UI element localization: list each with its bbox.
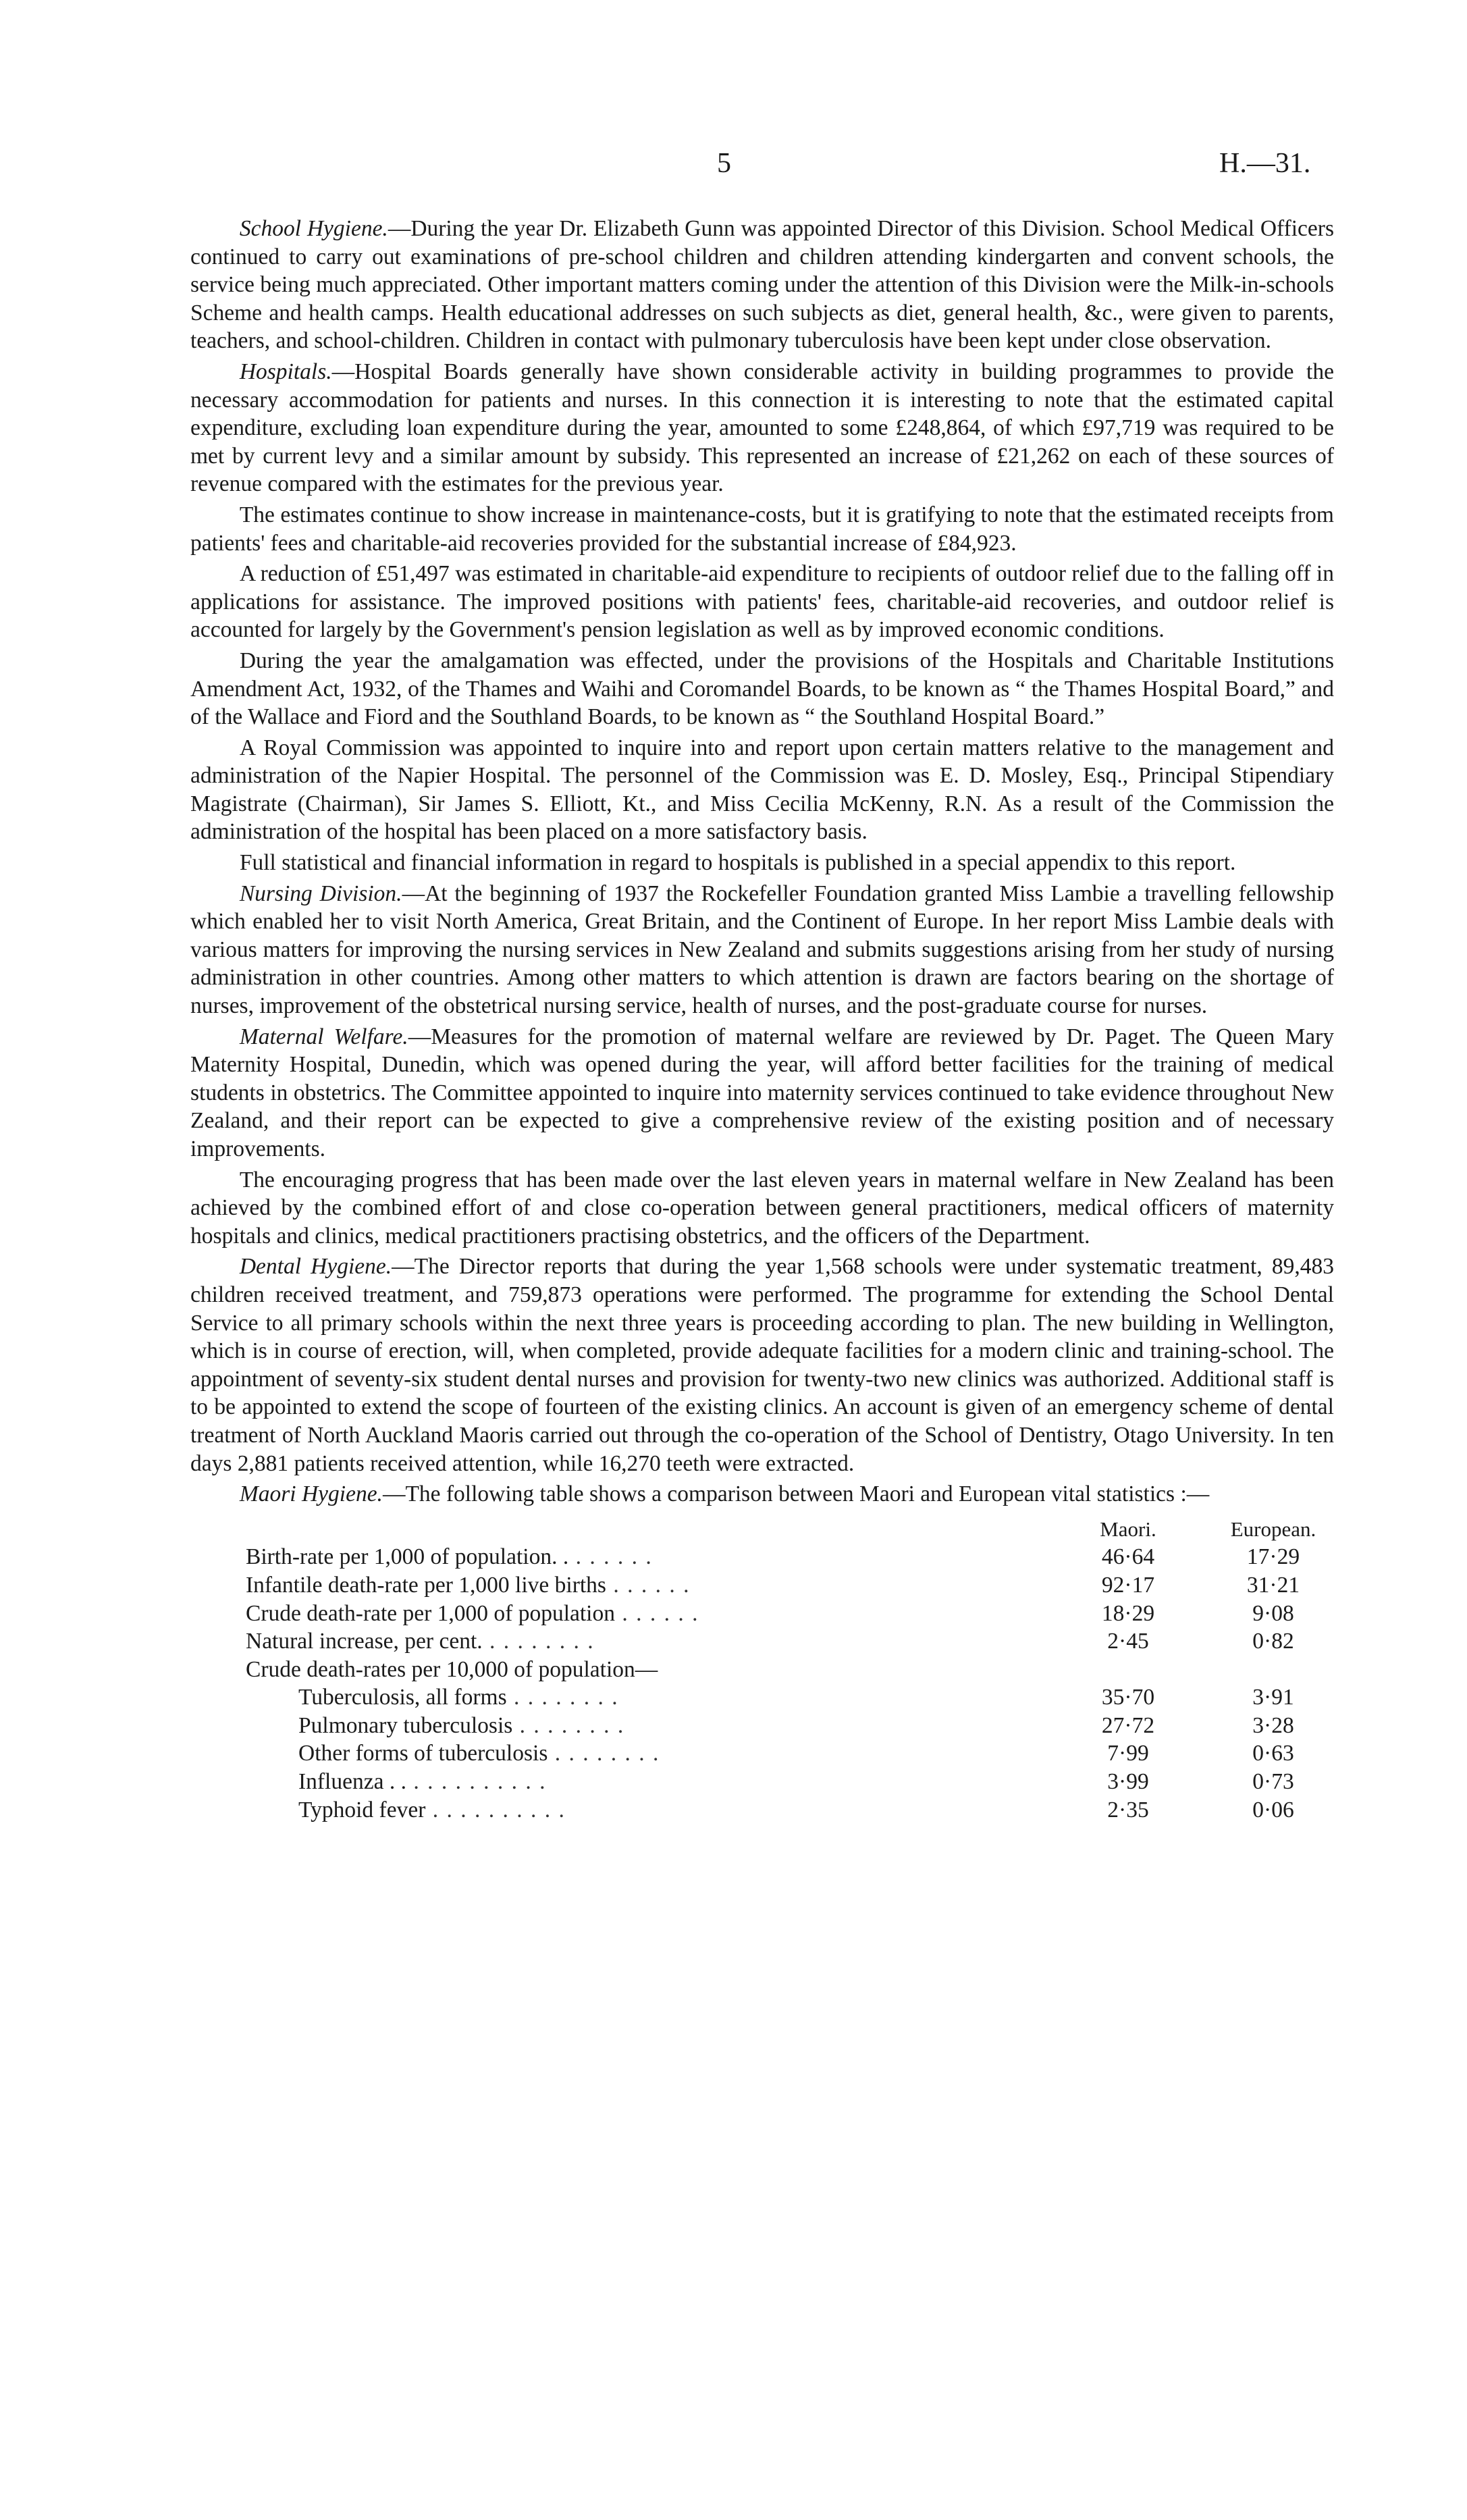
paragraph-text: The estimates continue to show increase in maintenance-costs, but it is gratifying to note that the estimated receipts from patients' fees and charitable-aid recoveries provided for the substantial increase of £84,923. bbox=[190, 502, 1334, 556]
paragraph-heading: Nursing Division. bbox=[239, 881, 402, 906]
paragraph-heading: School Hygiene. bbox=[239, 216, 388, 241]
european-value: 3·28 bbox=[1252, 1712, 1294, 1738]
paragraph-text: —At the beginning of 1937 the Rockefeller Foundation granted Miss Lambie a travelling fellowship which enabled her to visit North America, Great Britain, and the Continent of Europe. In her report Miss Lambie deals with various matters for improving the nursing services in New Zealand and submits suggestions arising from her study of nursing administration in other countries. Among other matters to which attention is drawn are factors bearing on the shortage of nurses, improvement of the obstetrical nursing service, health of nurses, and the post-graduate course for nurses. bbox=[190, 881, 1334, 1019]
paragraph-text: During the year the amalgamation was effected, under the provisions of the Hospitals and Charitable Institutions Amendment Act, 1932, of the Thames and Waihi and Coromandel Boards, to be known as “ the Thames Hospital Board,” and of the Wallace and Fiord and the Southland Boards, to be known as “ the Southland Hospital Board.” bbox=[190, 648, 1334, 730]
european-value: 3·91 bbox=[1252, 1685, 1294, 1710]
row-label: Influenza . . . . . . . . . . . . bbox=[298, 1769, 547, 1795]
paragraph-heading: Dental Hygiene. bbox=[239, 1254, 392, 1280]
paragraph bbox=[190, 501, 1334, 557]
table-row bbox=[190, 1600, 1334, 1628]
table-row bbox=[190, 1739, 1334, 1768]
maori-value: 18·29 bbox=[1101, 1600, 1155, 1626]
european-value: 0·63 bbox=[1252, 1741, 1294, 1766]
paragraph-text: The encouraging progress that has been made over the last eleven years in maternal welfare in New Zealand has been achieved by the combined effort of and close co-operation between general practitioners, medical officers of maternity hospitals and clinics, medical practitioners practising obstetrics, and the officers of the Department. bbox=[190, 1167, 1334, 1249]
maori-value: 92·17 bbox=[1101, 1572, 1155, 1598]
table-row bbox=[190, 1571, 1334, 1600]
paragraph-text: —Measures for the promotion of maternal welfare are reviewed by Dr. Paget. The Queen Mary Maternity Hospital, Dunedin, which was opened during the year, will afford better facilities for the training of medical students in obstetrics. The Committee appointed to inquire into maternity services continued to take evidence throughout New Zealand, and their report can be expected to give a comprehensive review of the existing position and of necessary improvements. bbox=[190, 1024, 1335, 1161]
leader-dots: . . . . . . bbox=[615, 1600, 699, 1626]
leader-dots: . . . . . . . . bbox=[506, 1685, 619, 1710]
maori-value: 35·70 bbox=[1101, 1685, 1155, 1710]
maori-value: 27·72 bbox=[1101, 1712, 1155, 1738]
paragraph bbox=[190, 358, 1334, 498]
european-value: 0·82 bbox=[1252, 1629, 1294, 1654]
leader-dots: . . . . . . . . bbox=[512, 1712, 625, 1738]
leader-dots: . . . . . . . . bbox=[482, 1629, 595, 1654]
paragraph-heading: Maternal Welfare. bbox=[239, 1024, 408, 1049]
row-label: Crude death-rate per 1,000 of population . . . . . . bbox=[246, 1600, 699, 1626]
leader-dots: . . . . . . bbox=[568, 1544, 653, 1570]
vital-statistics-table bbox=[190, 1543, 1334, 1824]
paragraph-text: —Hospital Boards generally have shown considerable activity in building programmes to provide the necessary accommodation for patients and nurses. In this connection it is interesting to note that the estimated capital expenditure, excluding loan expenditure during the year, amounted to some £248,864, of which £97,719 was required to be met by current levy and a similar amount by subsidy. This represented an increase of £21,262 on each of these sources of revenue compared with the estimates for the previous year. bbox=[190, 359, 1334, 497]
paragraph-text: —The following table shows a comparison between Maori and European vital statistics :— bbox=[382, 1481, 1210, 1507]
paragraph-text: Full statistical and financial information in regard to hospitals is published in a special appendix to this report. bbox=[239, 850, 1236, 876]
paragraph bbox=[190, 734, 1334, 846]
paragraph-heading: Hospitals. bbox=[239, 359, 332, 384]
maori-value: 3·99 bbox=[1107, 1769, 1149, 1795]
row-label: Crude death-rates per 10,000 of population— bbox=[246, 1656, 658, 1682]
leader-dots: . . . . . . . . . . bbox=[425, 1797, 566, 1822]
leader-dots: . . . . . . . . bbox=[548, 1741, 660, 1766]
row-label: Tuberculosis, all forms . . . . . . . . bbox=[298, 1685, 619, 1710]
paragraph bbox=[190, 215, 1334, 355]
table-row bbox=[190, 1712, 1334, 1740]
row-label: Infantile death-rate per 1,000 live births . . . . . . bbox=[246, 1572, 691, 1598]
european-value: 0·06 bbox=[1252, 1797, 1294, 1822]
maori-value: 2·35 bbox=[1107, 1797, 1149, 1822]
table-row bbox=[190, 1656, 1334, 1684]
paragraph-text: —The Director reports that during the year 1,568 schools were under systematic treatment, 89,483 children received treatment, and 759,873 operations were performed. The programme for extending the School Dental Service to all primary schools within the next three years is proceeding according to plan. The new building in Wellington, which is in course of erection, will, when completed, provide adequate facilities for a modern clinic and training-school. The appointment of seventy-six student dental nurses and provision for twenty-two new clinics was authorized. Additional staff is to be appointed to extend the scope of fourteen of the existing clinics. An account is given of an emergency scheme of dental treatment of North Auckland Maoris carried out through the co-operation of the School of Dentistry, Otago University. In ten days 2,881 patients received attention, while 16,270 teeth were extracted. bbox=[190, 1254, 1334, 1476]
european-value: 9·08 bbox=[1252, 1600, 1294, 1626]
paragraph-heading: Maori Hygiene. bbox=[239, 1481, 383, 1507]
table-row bbox=[190, 1768, 1334, 1796]
paragraph-text: —During the year Dr. Elizabeth Gunn was appointed Director of this Division. School Medical Officers continued to carry out examinations of pre-school children and children attending kindergarten and convent schools, the service being much appreciated. Other important matters coming under the attention of this Division were the Milk-in-schools Scheme and health camps. Health educational addresses on such subjects as diet, general health, &c., were given to parents, teachers, and school-children. Children in contact with pulmonary tuberculosis have been kept under close observation. bbox=[190, 216, 1334, 354]
vital-table-header bbox=[190, 1515, 1334, 1544]
maori-value: 46·64 bbox=[1101, 1544, 1155, 1570]
row-label: Typhoid fever . . . . . . . . . . bbox=[298, 1797, 566, 1822]
paragraph bbox=[190, 1480, 1334, 1508]
european-value: 0·73 bbox=[1252, 1769, 1294, 1795]
column-header-european: European. bbox=[1230, 1517, 1316, 1541]
leader-dots: . . . . . . bbox=[606, 1572, 691, 1598]
european-value: 17·29 bbox=[1246, 1544, 1300, 1570]
leader-dots: . . . . . . . . . . bbox=[406, 1769, 547, 1795]
table-row bbox=[190, 1683, 1334, 1712]
paragraph bbox=[190, 880, 1334, 1020]
row-label: Other forms of tuberculosis . . . . . . . . bbox=[298, 1741, 660, 1766]
document-code: H.—31. bbox=[1219, 148, 1311, 179]
column-header-maori: Maori. bbox=[1100, 1517, 1156, 1541]
paragraph bbox=[190, 647, 1334, 731]
european-value: 31·21 bbox=[1246, 1572, 1300, 1598]
paragraph bbox=[190, 1166, 1334, 1251]
paragraph bbox=[190, 1023, 1334, 1163]
table-row bbox=[190, 1543, 1334, 1571]
table-row bbox=[190, 1796, 1334, 1825]
maori-value: 7·99 bbox=[1107, 1741, 1149, 1766]
paragraph-text: A reduction of £51,497 was estimated in charitable-aid expenditure to recipients of outdoor relief due to the falling off in applications for assistance. The improved positions with patients' fees, charitable-aid recoveries, and outdoor relief is accounted for largely by the Government's pension legislation as well as by improved economic conditions. bbox=[190, 561, 1334, 643]
table-row bbox=[190, 1627, 1334, 1656]
row-label: Natural increase, per cent. . . . . . . . . bbox=[246, 1629, 595, 1654]
document-body bbox=[190, 215, 1334, 1824]
row-label: Pulmonary tuberculosis . . . . . . . . bbox=[298, 1712, 625, 1738]
paragraph bbox=[190, 849, 1334, 877]
paragraph-text: A Royal Commission was appointed to inquire into and report upon certain matters relative to the management and administration of the Napier Hospital. The personnel of the Commission was E. D. Mosley, Esq., Principal Stipendiary Magistrate (Chairman), Sir James S. Elliott, Kt., and Miss Cecilia McKenny, R.N. As a result of the Commission the administration of the hospital has been placed on a more satisfactory basis. bbox=[190, 735, 1334, 845]
maori-value: 2·45 bbox=[1107, 1629, 1149, 1654]
paragraph bbox=[190, 560, 1334, 644]
paragraph bbox=[190, 1253, 1334, 1477]
row-label: Birth-rate per 1,000 of population. . . . . . . . bbox=[246, 1544, 653, 1570]
page-number: 5 bbox=[717, 148, 731, 179]
